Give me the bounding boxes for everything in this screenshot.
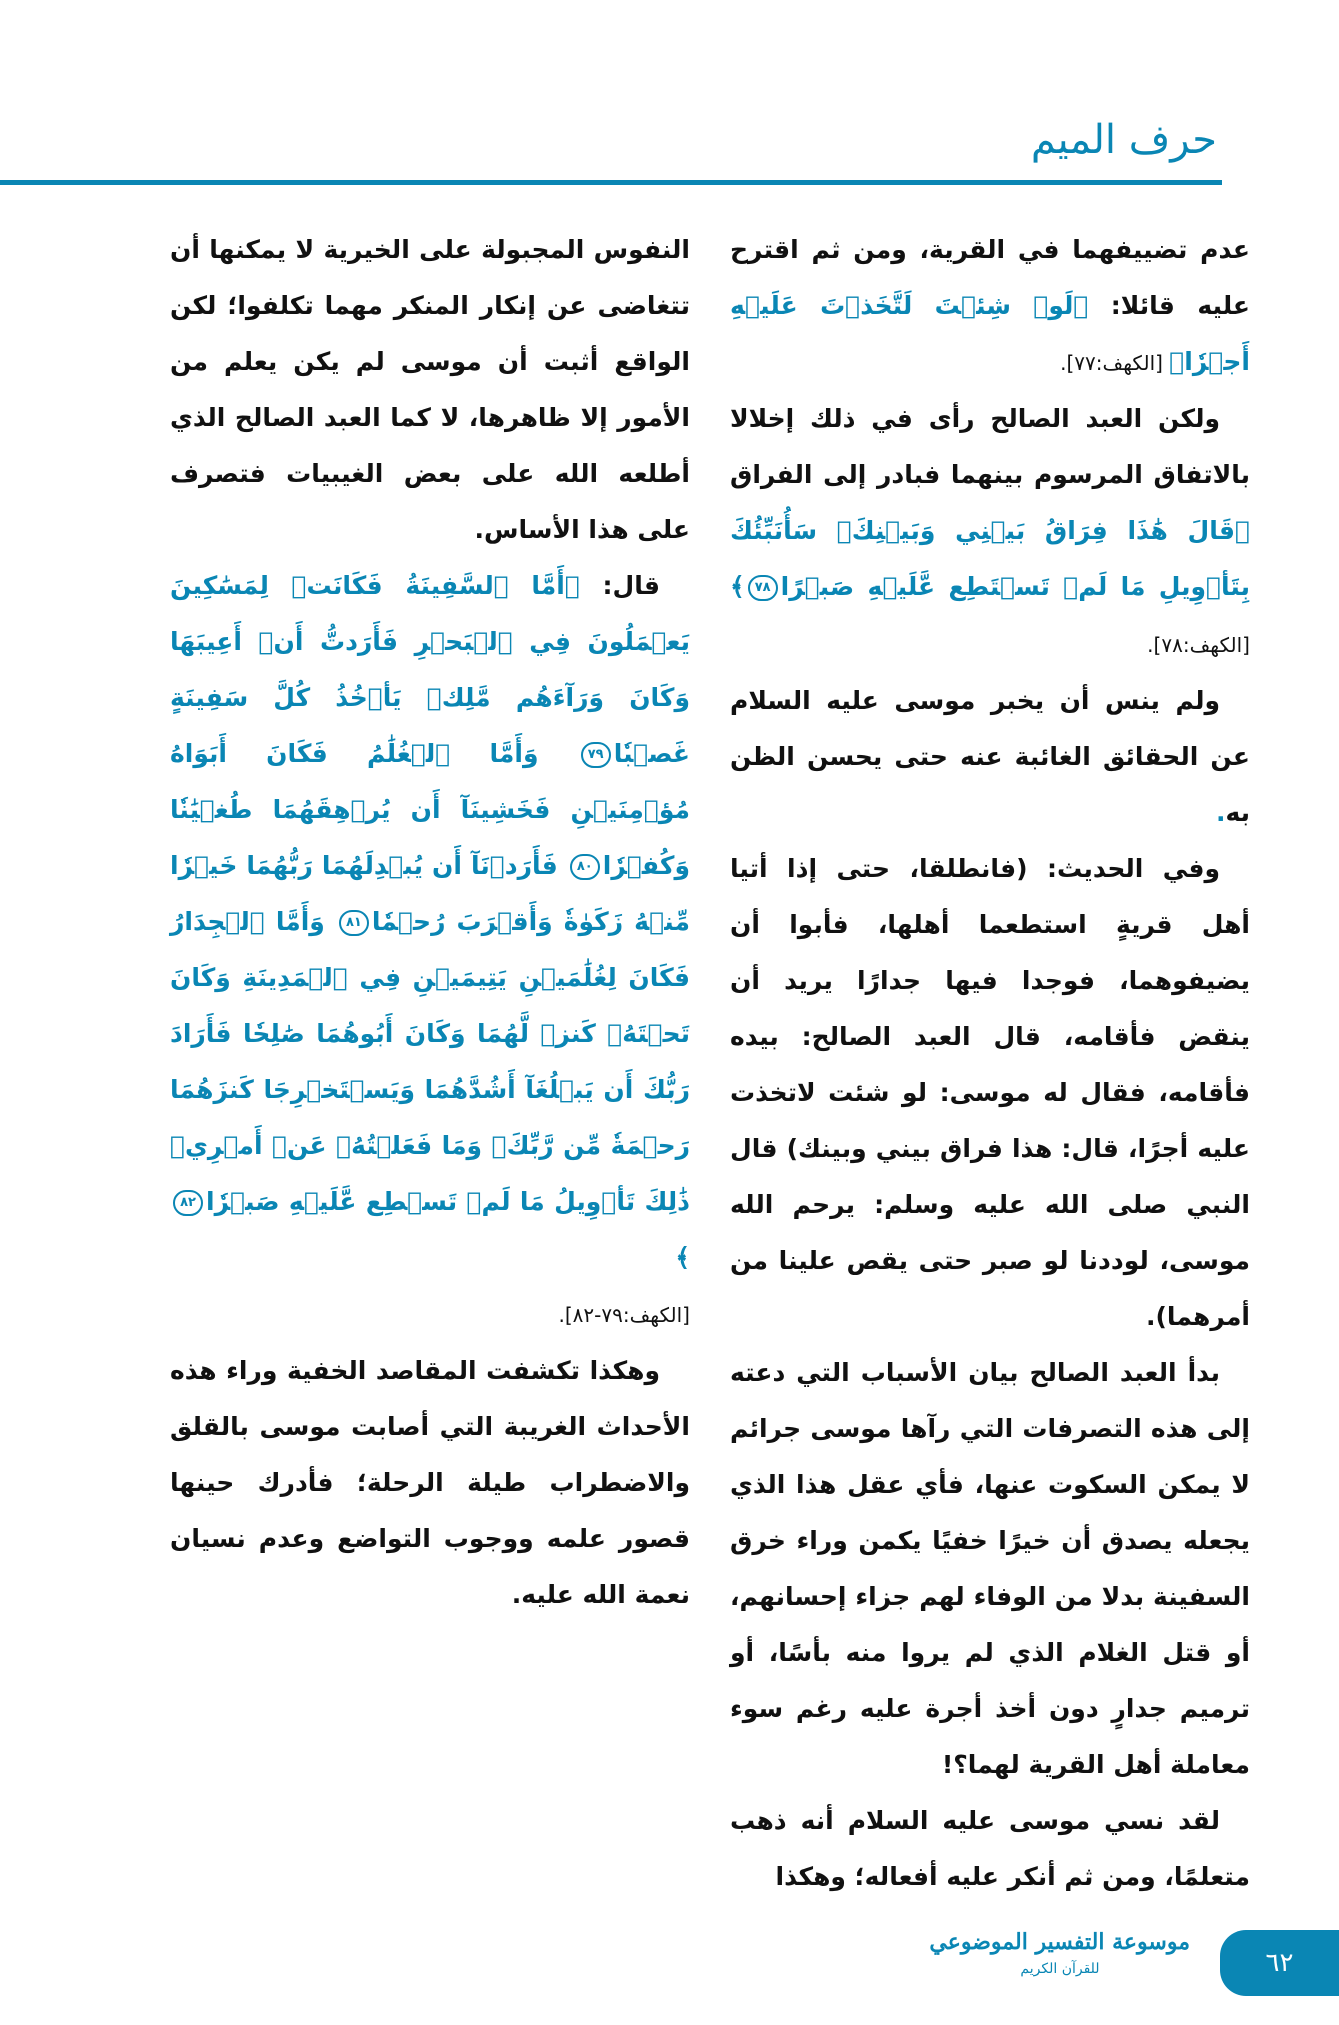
paragraph (730, 673, 1250, 841)
body-text: لقد نسي موسى عليه السلام أنه ذهب متعلمًا، ومن ثم أنكر عليه أفعاله؛ وهكذا (730, 1806, 1250, 1891)
left-column (170, 222, 690, 1905)
paragraph (170, 222, 690, 558)
quran-verse: وَأَمَّا ٱلۡجِدَارُ فَكَانَ لِغُلَٰمَيۡنِ يَتِيمَيۡنِ فِي ٱلۡمَدِينَةِ وَكَانَ تَحۡتَهُۥ كَنزٞ لَّهُمَا وَكَانَ أَبُوهُمَا صَٰلِحٗا فَأَرَادَ رَبُّكَ أَن يَبۡلُغَآ أَشُدَّهُمَا وَيَسۡتَخۡرِجَا كَنزَهُمَا رَحۡمَةٗ مِّن رَّبِّكَۚ وَمَا فَعَلۡتُهُۥ عَنۡ أَمۡرِيۚ ذَٰلِكَ تَأۡوِيلُ مَا لَمۡ تَسۡطِع عَّلَيۡهِ صَبۡرٗا (170, 907, 690, 1216)
quran-verse: ﴿لَوۡ شِئۡتَ لَتَّخَذۡتَ عَلَيۡهِ أَجۡرٗا﴾ (730, 291, 1250, 376)
logo-subtitle: للقرآن الكريم (1020, 1961, 1100, 1977)
paragraph (730, 1345, 1250, 1793)
verse-reference: [الكهف:٧٨]. (1147, 633, 1250, 657)
body-text: ولكن العبد الصالح رأى في ذلك إخلالا بالاتفاق المرسوم بينهما فبادر إلى الفراق (730, 404, 1250, 489)
body-text: وهكذا تكشفت المقاصد الخفية وراء هذه الأحداث الغريبة التي أصابت موسى بالقلق والاضطراب طيلة الرحلة؛ فأدرك حينها قصور علمه ووجوب التواضع وعدم نسيان نعمة الله عليه. (170, 1356, 690, 1609)
page-number: ٦٢ (1220, 1930, 1339, 1996)
text-columns (170, 222, 1250, 1905)
quran-bracket-close: ﴾ (675, 1243, 690, 1272)
verse-reference: [الكهف:٧٧]. (1060, 351, 1170, 375)
paragraph (170, 558, 690, 1286)
paragraph (170, 1286, 690, 1343)
body-text: ولم ينس أن يخبر موسى عليه السلام عن الحقائق الغائبة عنه حتى يحسن الظن به (730, 686, 1250, 827)
quran-verse: وَأَمَّا ٱلۡغُلَٰمُ فَكَانَ أَبَوَاهُ مُؤۡمِنَيۡنِ فَخَشِينَآ أَن يُرۡهِقَهُمَا طُغۡيَٰنٗا وَكُفۡرٗا (170, 739, 690, 880)
paragraph (730, 391, 1250, 673)
header-divider (0, 180, 1222, 185)
body-text: عدم تضييفهما في القرية، ومن ثم اقترح عليه قائلا: (730, 235, 1250, 320)
ayah-number-marker: ٧٩ (581, 742, 611, 768)
body-text: النفوس المجبولة على الخيرية لا يمكنها أن تتغاضى عن إنكار المنكر مهما تكلفوا؛ لكن الواقع أثبت أن موسى لم يكن يعلم من الأمور إلا ظاهرها، لا كما العبد الصالح الذي أطلعه الله على بعض الغيبيات فتصرف على هذا الأساس. (170, 235, 690, 544)
paragraph (170, 1343, 690, 1623)
quran-verse: فَأَرَدۡنَآ أَن يُبۡدِلَهُمَا رَبُّهُمَا خَيۡرٗا مِّنۡهُ زَكَوٰةٗ وَأَقۡرَبَ رُحۡمٗا (170, 851, 690, 936)
verse-reference: [الكهف:٧٩-٨٢]. (558, 1303, 690, 1327)
quran-bracket-close: ﴾ (730, 572, 745, 601)
ayah-number-marker: ٧٨ (748, 575, 778, 601)
encyclopedia-logo (930, 1925, 1190, 1979)
logo-title: موسوعة التفسير الموضوعي (929, 1929, 1190, 1955)
paragraph (730, 841, 1250, 1345)
right-column (730, 222, 1250, 1905)
body-text: بدأ العبد الصالح بيان الأسباب التي دعته إلى هذه التصرفات التي رآها موسى جرائم لا يمكن السكوت عنها، فأي عقل هذا الذي يجعله يصدق أن خيرًا خفيًا يكمن وراء خرق السفينة بدلا من الوفاء لهم جزاء إحسانهم، أو قتل الغلام الذي لم يروا منه بأسًا، أو ترميم جدارٍ دون أخذ أجرة عليه رغم سوء معاملة أهل القرية لهما؟! (730, 1358, 1250, 1779)
chapter-title: حرف الميم (1030, 117, 1217, 163)
hadith-text: وفي الحديث: (فانطلقا، حتى إذا أتيا أهل قريةٍ استطعما أهلها، فأبوا أن يضيفوهما، فوجدا فيها جدارًا يريد أن ينقض فأقامه، قال العبد الصالح: بيده فأقامه، فقال له موسى: لو شئت لاتخذت عليه أجرًا، قال: هذا فراق بيني وبينك) قال النبي صلى الله عليه وسلم: يرحم الله موسى، لوددنا لو صبر حتى يقص علينا من أمرهما). (730, 854, 1250, 1331)
paragraph (730, 1793, 1250, 1905)
paragraph (730, 222, 1250, 391)
end-dot: . (1215, 798, 1226, 827)
ayah-number-marker: ٨٢ (173, 1190, 203, 1216)
ayah-number-marker: ٨١ (339, 910, 369, 936)
ayah-number-marker: ٨٠ (570, 854, 600, 880)
quran-verse: ﴿أَمَّا ٱلسَّفِينَةُ فَكَانَتۡ لِمَسَٰكِينَ يَعۡمَلُونَ فِي ٱلۡبَحۡرِ فَأَرَدتُّ أَنۡ أَعِيبَهَا وَكَانَ وَرَآءَهُم مَّلِكٞ يَأۡخُذُ كُلَّ سَفِينَةٍ غَصۡبٗا (170, 571, 690, 768)
quran-verse: ﴿قَالَ هَٰذَا فِرَاقُ بَيۡنِي وَبَيۡنِكَۚ سَأُنَبِّئُكَ بِتَأۡوِيلِ مَا لَمۡ تَسۡتَطِع عَّلَيۡهِ صَبۡرًا (730, 516, 1250, 601)
lead-text: قال: (579, 571, 661, 600)
